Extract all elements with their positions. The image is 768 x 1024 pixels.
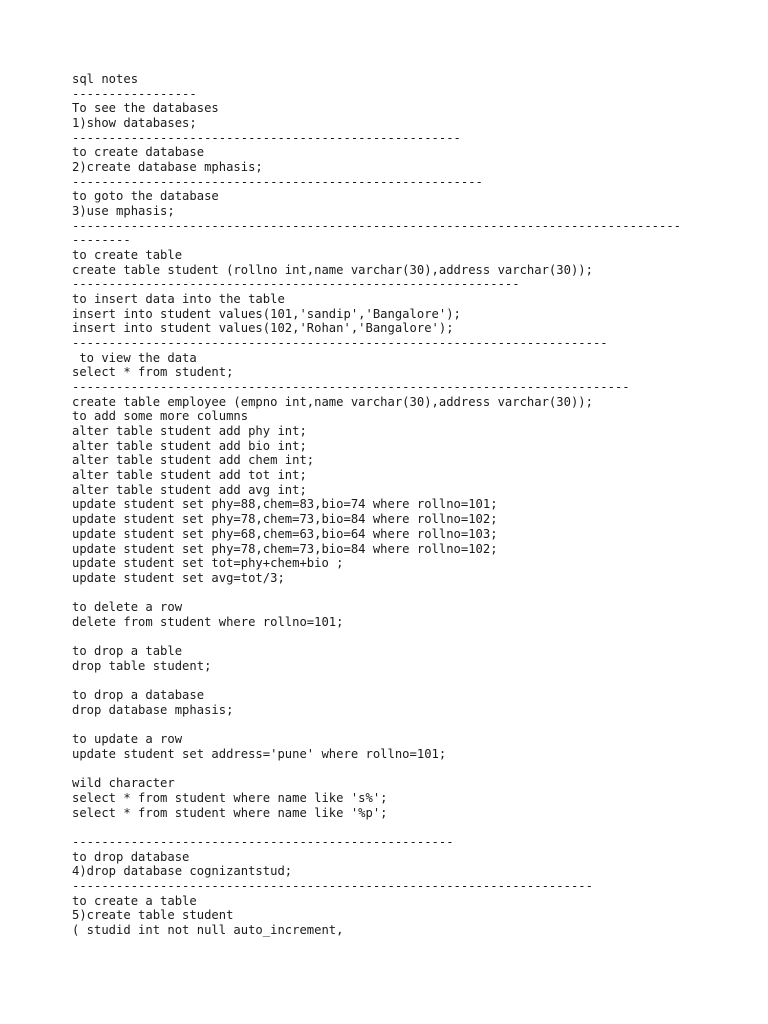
- separator-line: -----------------------------------------------------: [72, 130, 461, 145]
- text-line: to create table: [72, 248, 183, 263]
- text-line: to update a row: [72, 732, 183, 747]
- separator-line: -----------------: [72, 86, 197, 101]
- text-line: insert into student values(101,'sandip','Bangalore');: [72, 306, 461, 321]
- text-line: select * from student;: [72, 365, 234, 380]
- separator-line: -----------------------------------------------------------------------------------: [72, 218, 682, 233]
- blank-line: [72, 762, 712, 777]
- text-line: update student set address='pune' where rollno=101;: [72, 746, 447, 761]
- blank-line: [72, 820, 712, 835]
- text-line: create table employee (empno int,name varchar(30),address varchar(30));: [72, 394, 593, 409]
- text-line: to create database: [72, 145, 205, 160]
- text-line: to drop a database: [72, 688, 205, 703]
- text-line: 3)use mphasis;: [72, 204, 175, 219]
- text-line: 5)create table student: [72, 908, 234, 923]
- text-line: select * from student where name like '%p';: [72, 805, 388, 820]
- text-line: alter table student add bio int;: [72, 438, 307, 453]
- text-line: update student set phy=68,chem=63,bio=64 where rollno=103;: [72, 526, 498, 541]
- text-line: select * from student where name like 's%';: [72, 790, 388, 805]
- text-line: drop database mphasis;: [72, 702, 234, 717]
- sql-notes-text: [72, 72, 712, 938]
- text-line: update student set phy=78,chem=73,bio=84 where rollno=102;: [72, 541, 498, 556]
- text-line: sql notes: [72, 72, 139, 86]
- text-line: 1)show databases;: [72, 116, 197, 131]
- text-line: drop table student;: [72, 658, 212, 673]
- text-line: wild character: [72, 776, 175, 791]
- text-line: to drop a table: [72, 644, 183, 659]
- separator-line: -------------------------------------------------------------: [72, 277, 520, 292]
- text-line: create table student (rollno int,name varchar(30),address varchar(30));: [72, 262, 593, 277]
- text-line: 4)drop database cognizantstud;: [72, 864, 293, 879]
- separator-line: ----------------------------------------------------: [72, 834, 454, 849]
- text-line: delete from student where rollno=101;: [72, 614, 344, 629]
- separator-line: --------------------------------------------------------: [72, 174, 483, 189]
- separator-line: -----------------------------------------------------------------------: [72, 878, 593, 893]
- blank-line: [72, 630, 712, 645]
- text-line: update student set tot=phy+chem+bio ;: [72, 556, 344, 571]
- text-line: to goto the database: [72, 189, 219, 204]
- text-line: to drop database: [72, 849, 190, 864]
- text-line: 2)create database mphasis;: [72, 160, 263, 175]
- text-line: update student set avg=tot/3;: [72, 570, 285, 585]
- text-line: alter table student add chem int;: [72, 453, 315, 468]
- text-line: to create a table: [72, 893, 197, 908]
- text-line: to add some more columns: [72, 409, 249, 424]
- text-line: to view the data: [72, 350, 197, 365]
- separator-line: ----------------------------------------------------------------------------: [72, 380, 630, 395]
- text-line: to insert data into the table: [72, 292, 285, 307]
- text-line: alter table student add tot int;: [72, 468, 307, 483]
- text-line: ( studid int not null auto_increment,: [72, 922, 344, 937]
- text-line: alter table student add avg int;: [72, 482, 307, 497]
- text-line: update student set phy=78,chem=73,bio=84 where rollno=102;: [72, 512, 498, 527]
- text-line: to delete a row: [72, 600, 183, 615]
- text-line: alter table student add phy int;: [72, 424, 307, 439]
- blank-line: [72, 718, 712, 733]
- blank-line: [72, 586, 712, 601]
- text-line: update student set phy=88,chem=83,bio=74 where rollno=101;: [72, 497, 498, 512]
- text-line: insert into student values(102,'Rohan','Bangalore');: [72, 321, 454, 336]
- blank-line: [72, 674, 712, 689]
- text-line: To see the databases: [72, 101, 219, 116]
- separator-line: -------------------------------------------------------------------------: [72, 336, 608, 351]
- separator-line: --------: [72, 233, 131, 248]
